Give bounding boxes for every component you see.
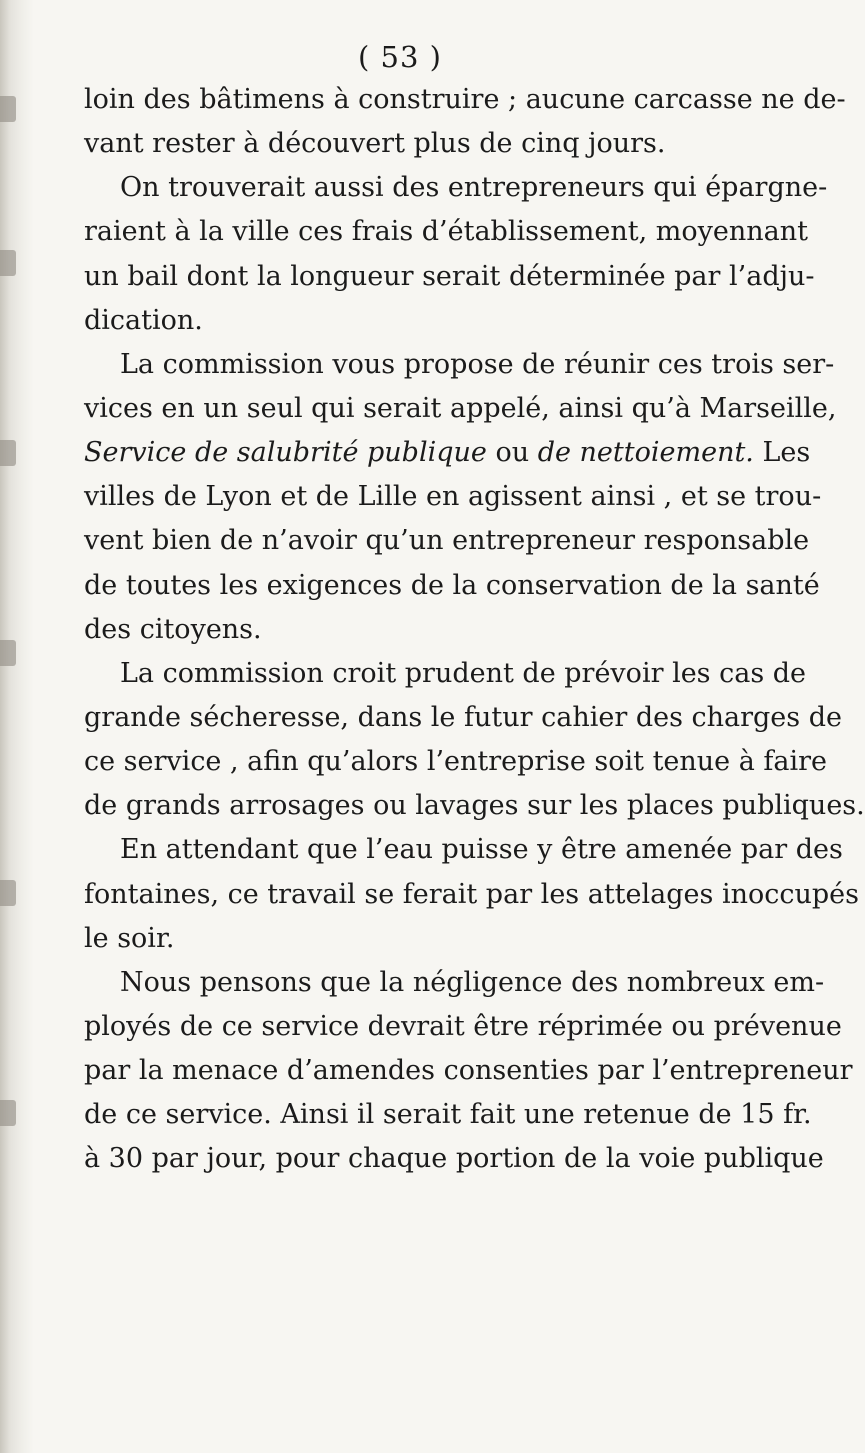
text-line: villes de Lyon et de Lille en agissent ainsi , et se trou- — [84, 481, 822, 513]
text-fragment: Les — [753, 437, 811, 469]
binding-edge — [0, 0, 34, 1453]
text-line: On trouverait aussi des entrepreneurs qui épargne- — [120, 172, 828, 204]
page-number: ( 53 ) — [358, 40, 442, 74]
text-line: vent bien de n’avoir qu’un entrepreneur responsable — [84, 525, 810, 557]
binding-mark — [0, 96, 16, 122]
text-line: vant rester à découvert plus de cinq jours. — [84, 128, 666, 160]
text-line-mixed — [84, 431, 811, 475]
text-line: ce service , afin qu’alors l’entreprise soit tenue à faire — [84, 746, 828, 778]
text-line: raient à la ville ces frais d’établissement, moyennant — [84, 216, 808, 248]
text-line: par la menace d’amendes consenties par l’entrepreneur — [84, 1055, 853, 1087]
text-line: fontaines, ce travail se ferait par les attelages inoccupés — [84, 878, 859, 910]
binding-mark — [0, 1100, 16, 1126]
text-line: ployés de ce service devrait être réprimée ou prévenue — [84, 1010, 842, 1042]
text-line: de grands arrosages ou lavages sur les places publiques. — [84, 790, 865, 822]
text-line: à 30 par jour, pour chaque portion de la voie publique — [84, 1143, 824, 1175]
binding-mark — [0, 880, 16, 906]
italic-phrase: Service de salubrité publique — [84, 437, 487, 469]
text-line: le soir. — [84, 922, 175, 954]
text-line: des citoyens. — [84, 613, 262, 645]
text-line: dication. — [84, 304, 203, 336]
binding-mark — [0, 640, 16, 666]
italic-phrase: de nettoiement. — [537, 437, 754, 469]
body-text — [84, 78, 865, 1182]
binding-mark — [0, 440, 16, 466]
text-line: de toutes les exigences de la conservation de la santé — [84, 569, 820, 601]
text-line: de ce service. Ainsi il serait fait une retenue de 15 fr. — [84, 1099, 812, 1131]
text-line: Nous pensons que la négligence des nombreux em- — [120, 966, 825, 998]
text-line: vices en un seul qui serait appelé, ainsi qu’à Marseille, — [84, 392, 837, 424]
text-line: loin des bâtimens à construire ; aucune carcasse ne de- — [84, 84, 846, 115]
text-line: un bail dont la longueur serait déterminée par l’adju- — [84, 260, 815, 292]
text-line: En attendant que l’eau puisse y être amenée par des — [120, 834, 843, 866]
binding-mark — [0, 250, 16, 276]
text-line: grande sécheresse, dans le futur cahier des charges de — [84, 701, 842, 733]
text-line: La commission croit prudent de prévoir les cas de — [120, 657, 807, 689]
text-line: La commission vous propose de réunir ces trois ser- — [120, 348, 835, 380]
text-fragment: ou — [486, 437, 538, 469]
